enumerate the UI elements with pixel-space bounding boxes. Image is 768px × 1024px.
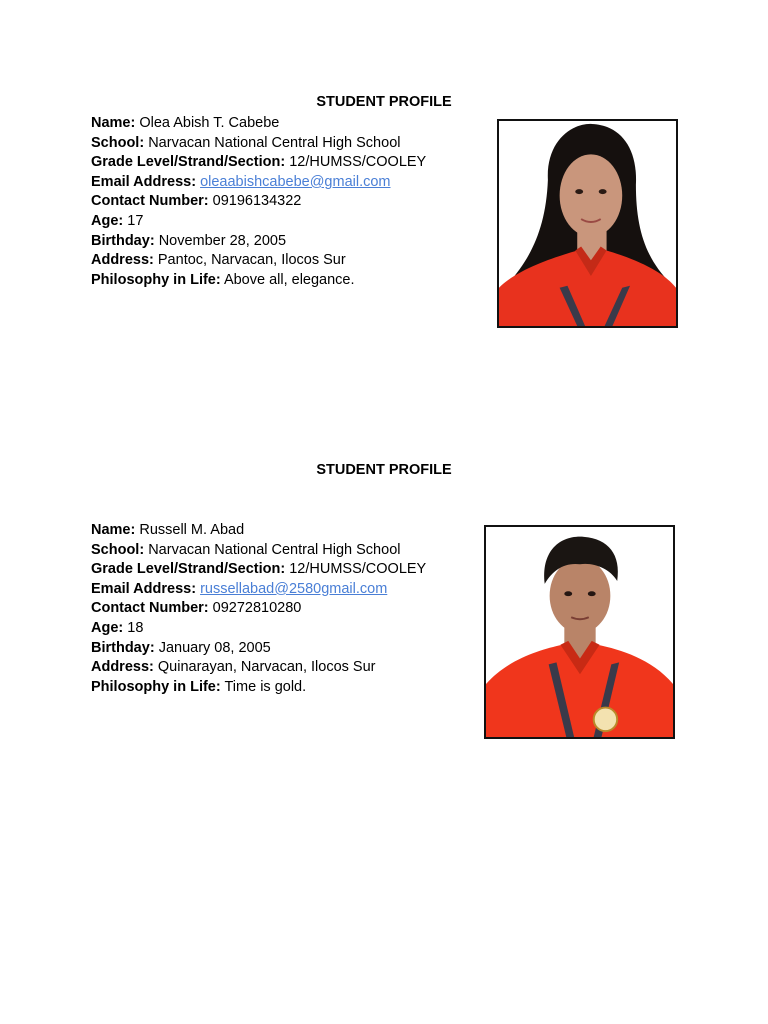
birthday-row [91,232,426,252]
philosophy-row [91,678,426,698]
contact-row [91,599,426,619]
age-row [91,619,426,639]
field-value: Time is gold. [224,678,307,695]
portrait-illustration [486,527,673,737]
field-label: Birthday: [91,639,155,656]
email-link[interactable]: oleaabishcabebe@gmail.com [200,173,391,190]
field-label: Email Address: [91,580,197,597]
student-photo [497,119,678,328]
field-value: 12/HUMSS/COOLEY [289,154,427,171]
field-value: Russell M. Abad [139,522,245,538]
face-shape [560,154,623,236]
address-row [91,251,426,271]
name-row [91,521,426,541]
grade-row [91,153,426,173]
profile-title: STUDENT PROFILE [316,462,452,478]
grade-row [91,560,426,580]
field-label: Grade Level/Strand/Section: [91,154,286,171]
email-row [91,580,426,600]
field-value: 09196134322 [212,193,302,210]
field-value: Above all, elegance. [223,271,355,288]
field-label: Contact Number: [91,193,209,210]
field-label: Name: [91,115,136,131]
field-label: Email Address: [91,173,197,190]
field-label: Address: [91,659,154,676]
field-value: Olea Abish T. Cabebe [139,115,280,131]
field-label: Age: [91,619,124,636]
portrait-illustration [499,121,676,326]
field-label: Address: [91,252,154,269]
email-row [91,173,426,193]
field-label: Birthday: [91,232,155,249]
field-value: January 08, 2005 [158,639,271,656]
field-label: Age: [91,212,124,229]
field-value: Pantoc, Narvacan, Ilocos Sur [157,252,346,269]
email-link[interactable]: russellabad@2580gmail.com [200,580,388,597]
field-label: School: [91,541,145,558]
field-value: Quinarayan, Narvacan, Ilocos Sur [157,659,376,676]
field-value: 09272810280 [212,600,302,617]
field-value: 12/HUMSS/COOLEY [289,561,427,578]
age-row [91,212,426,232]
field-value: Narvacan National Central High School [148,541,401,558]
address-row [91,658,426,678]
profile-fields [91,521,426,697]
field-label: Name: [91,522,136,538]
field-value: 18 [127,619,144,636]
school-row [91,134,426,154]
profile-title: STUDENT PROFILE [316,94,452,110]
school-row [91,541,426,561]
field-label: School: [91,134,145,151]
contact-row [91,192,426,212]
field-label: Philosophy in Life: [91,678,221,695]
student-photo [484,525,675,739]
field-label: Philosophy in Life: [91,271,221,288]
field-value: November 28, 2005 [158,232,287,249]
profile-fields [91,114,426,290]
field-value: 17 [127,212,144,229]
name-row [91,114,426,134]
birthday-row [91,639,426,659]
field-value: Narvacan National Central High School [148,134,401,151]
face-shape [550,558,611,633]
field-label: Contact Number: [91,600,209,617]
field-label: Grade Level/Strand/Section: [91,561,286,578]
philosophy-row [91,271,426,291]
